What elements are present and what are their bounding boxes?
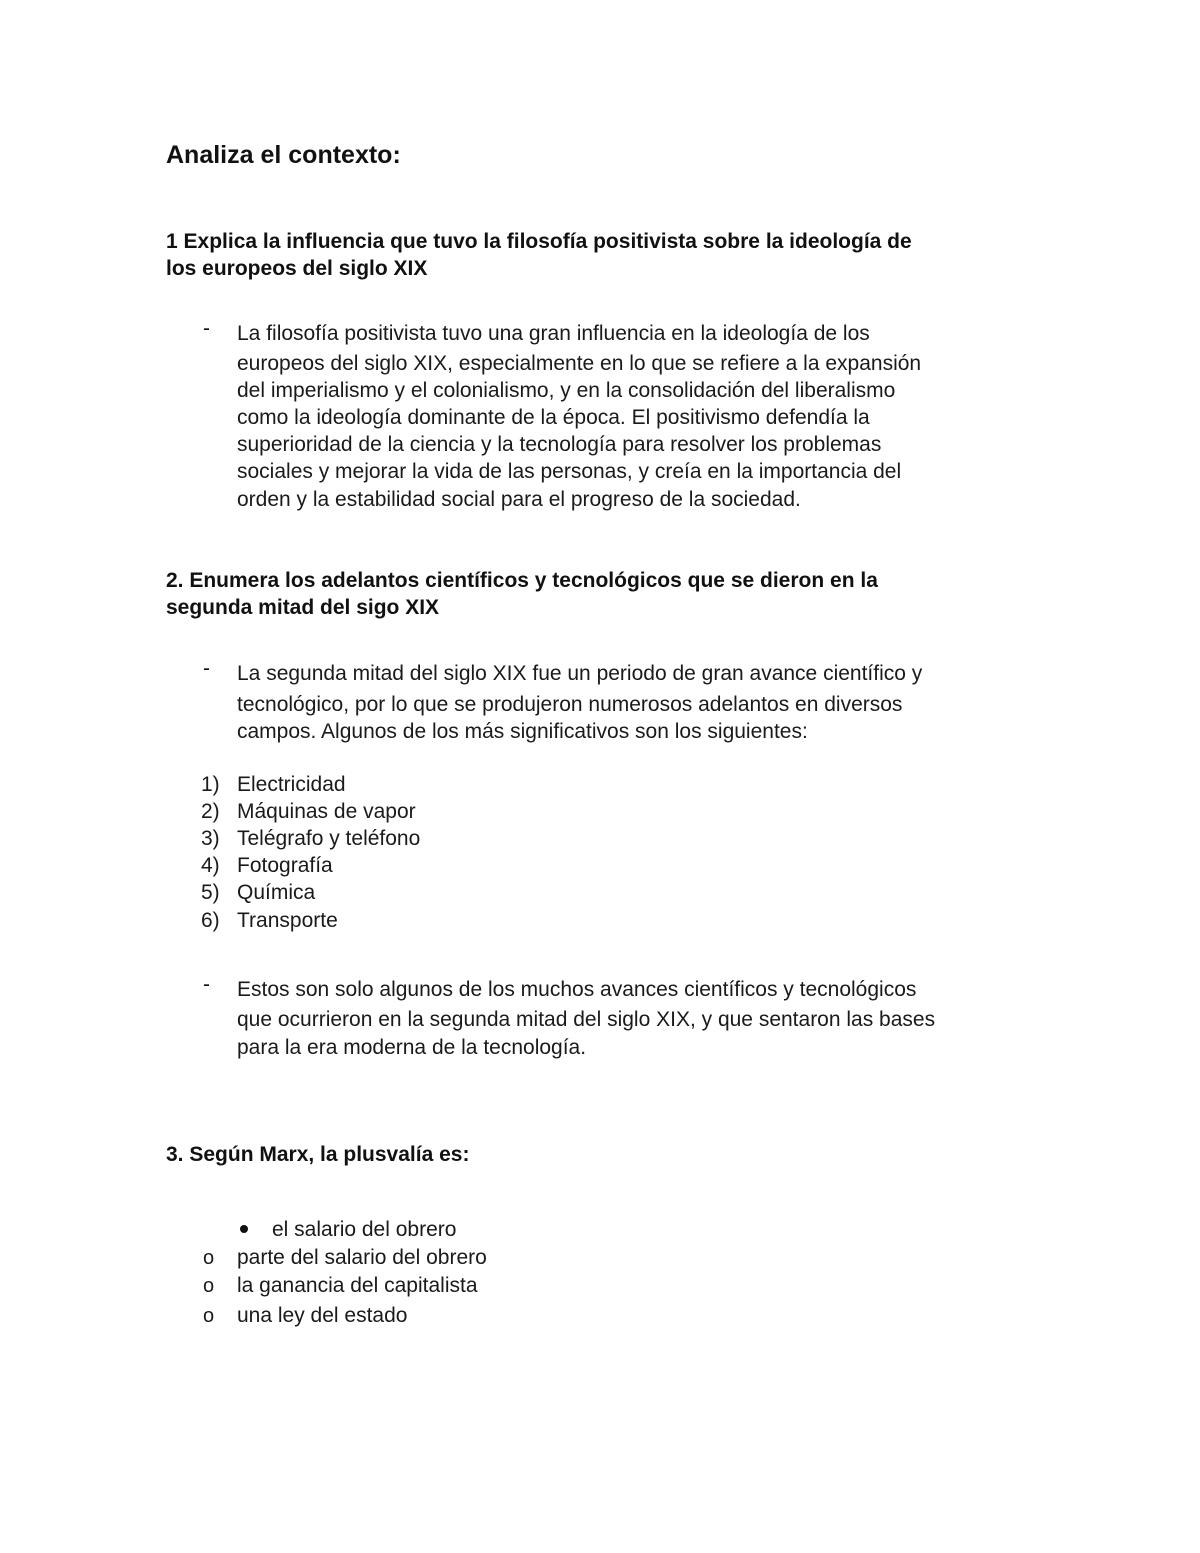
option-item: parte del salario del obrero [237,1246,487,1269]
answer-2-closing-line-2: que ocurrieron en la segunda mitad del siglo XIX, y que sentaron las bases [237,1008,936,1031]
question-1-heading-line-1: 1 Explica la influencia que tuvo la filosofía positivista sobre la ideología de [166,230,912,253]
list-item: Electricidad [237,773,346,796]
answer-2-intro-line-2: tecnológico, por lo que se produjeron numerosos adelantos en diversos [237,693,903,716]
answer-1-line-5: superioridad de la ciencia y la tecnología para resolver los problemas [237,433,882,456]
question-2-heading-line-1: 2. Enumera los adelantos científicos y tecnológicos que se dieron en la [166,569,878,592]
list-item-number: 3) [201,827,220,850]
list-item-number: 4) [201,854,220,877]
dash-marker: - [203,973,210,996]
answer-2-closing-line-1: Estos son solo algunos de los muchos avances científicos y tecnológicos [237,978,917,1001]
answer-1-line-7: orden y la estabilidad social para el progreso de la sociedad. [237,488,801,511]
list-item: Química [237,881,316,904]
filled-bullet-icon [240,1225,248,1233]
answer-2-closing-line-3: para la era moderna de la tecnología. [237,1036,587,1059]
answer-1-line-2: europeos del siglo XIX, especialmente en lo que se refiere a la expansión [237,352,922,375]
list-item-number: 5) [201,881,220,904]
answer-1-line-6: sociales y mejorar la vida de las personas, y creía en la importancia del [237,460,902,483]
circle-bullet-icon: o [203,1305,215,1327]
list-item: Telégrafo y teléfono [237,827,421,850]
question-2-heading-line-2: segunda mitad del sigo XIX [166,596,440,619]
page-title: Analiza el contexto: [166,141,401,169]
option-item: la ganancia del capitalista [237,1274,478,1297]
answer-1-line-4: como la ideología dominante de la época. El positivismo defendía la [237,406,870,429]
list-item: Fotografía [237,854,333,877]
answer-1-line-1: La filosofía positivista tuvo una gran influencia en la ideología de los [237,322,870,345]
list-item-number: 6) [201,909,220,932]
list-item-number: 1) [201,773,220,796]
answer-2-intro-line-3: campos. Algunos de los más significativos son los siguientes: [237,720,808,743]
option-item: una ley del estado [237,1304,408,1327]
list-item: Máquinas de vapor [237,800,416,823]
list-item: Transporte [237,909,338,932]
list-item-number: 2) [201,800,220,823]
circle-bullet-icon: o [203,1275,215,1297]
circle-bullet-icon: o [203,1247,215,1269]
selected-option: el salario del obrero [272,1218,457,1241]
question-3-heading: 3. Según Marx, la plusvalía es: [166,1143,470,1166]
dash-marker: - [203,657,210,680]
question-1-heading-line-2: los europeos del siglo XIX [166,257,428,280]
answer-2-intro-line-1: La segunda mitad del siglo XIX fue un periodo de gran avance científico y [237,662,923,685]
answer-1-line-3: del imperialismo y el colonialismo, y en la consolidación del liberalismo [237,379,896,402]
dash-marker: - [203,317,210,340]
